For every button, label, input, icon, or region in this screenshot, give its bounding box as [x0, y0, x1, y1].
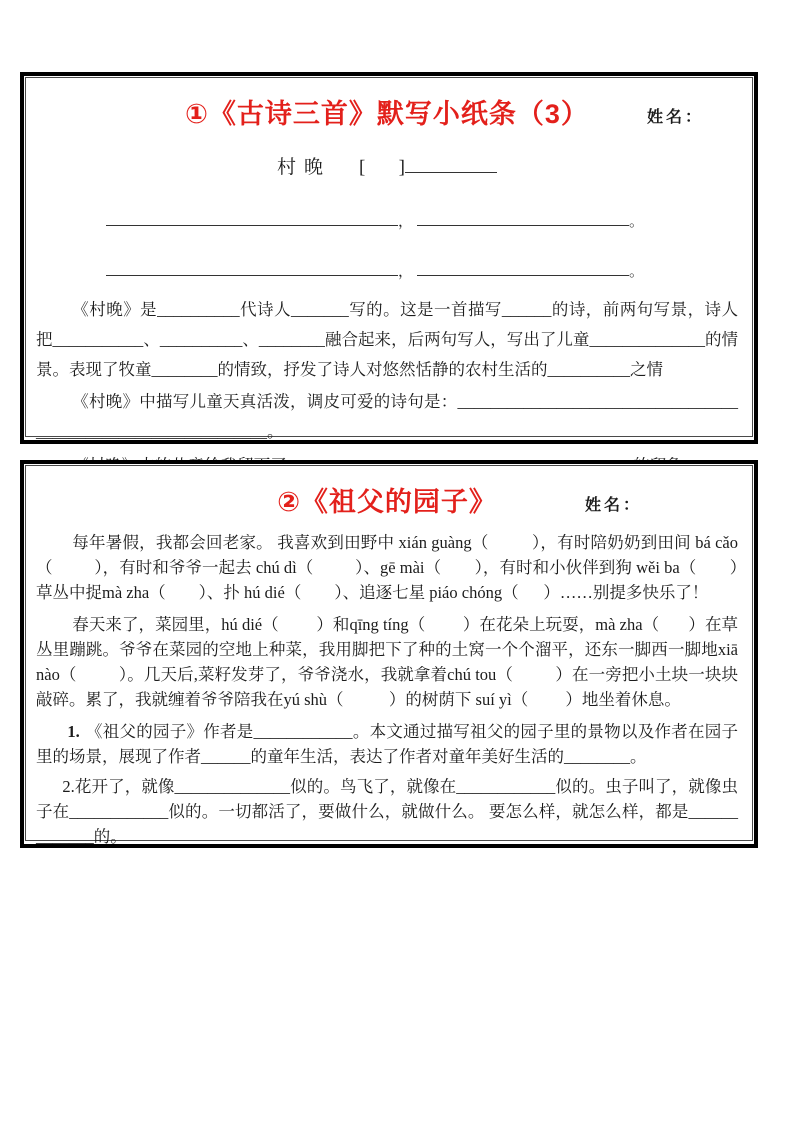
poem-title: 村晚: [277, 157, 332, 178]
section2-inner-frame: [25, 465, 753, 846]
section1-question-poem-lines: 《村晚》中描写儿童天真活泼，调皮可爱的诗句是：______________________________________________________________。: [36, 392, 738, 441]
question-1-text: 《祖父的园子》作者是____________。本文通过描写祖父的园子里的景物以及作者在园子里的场景，展现了作者______的童年生活，表达了作者对童年美好生活的________。: [36, 722, 738, 766]
poem-line1-second-half-blank: [417, 209, 629, 226]
poem-line1-first-half-blank: [106, 209, 398, 226]
section2-pinyin-paragraph-2: 春天来了，菜园里，hú dié（ ）和qīng tíng（ ）在花朵上玩耍，mà zha（ ）在草丛里蹦跳。爷爷在菜园的空地上种菜，我用脚把下了种的土窝一个个溜平，还东一脚西一脚地xiā nào（ ）。几天后,菜籽发芽了，爷爷浇水，我就拿着chú tou（ ）在一旁把小土块一块块敲碎。累了，我就缠着爷爷陪我在yú shù（ ）的树荫下 suí yì（ ）地坐着休息。: [36, 615, 738, 709]
poem-line2-first-half-blank: [106, 259, 398, 276]
section1-fill-in-paragraph: 《村晚》是__________代诗人_______写的。这是一首描写______的诗，前两句写景，诗人把___________、__________、________融合起来，后两句写人，写出了儿童______________的情景。表现了牧童________的情致，抒发了诗人对悠然恬静的农村生活的__________之情: [36, 300, 738, 379]
question-1-number: 1.: [67, 722, 80, 741]
poem-author-blank-line: [405, 156, 497, 173]
poem-line1-period: 。: [629, 214, 645, 230]
section-zufu-de-yuanzi: [20, 460, 758, 848]
poem-blank-line-2: [106, 259, 738, 279]
section1-name-label: 姓名：: [646, 109, 704, 126]
section2-question-1: [36, 719, 738, 769]
section2-header: [36, 484, 738, 522]
section2-title: ②《祖父的园子》: [277, 487, 497, 517]
section-gushi-sanshou: [20, 72, 758, 444]
poem-line2-period: 。: [629, 264, 645, 280]
poem-line1-comma: ，: [398, 214, 414, 230]
section2-pinyin-paragraph-1: 每年暑假，我都会回老家。 我喜欢到田野中 xián guàng（ ），有时陪奶奶到田间 bá cǎo（ ），有时和爷爷一起去 chú dì（ ）、gē mài（ ），有时和小伙伴到狗 wěi ba（ ）草丛中捉mà zha（ ）、扑 hú dié（ ）、追逐七星 piáo chóng（ ）……别提多快乐了！: [36, 533, 738, 602]
poem-line2-comma: ，: [398, 264, 414, 280]
section1-inner-frame: [25, 77, 753, 441]
section1-header: [36, 96, 738, 134]
poem-title-row: [36, 152, 738, 179]
section1-title: ①《古诗三首》默写小纸条（3）: [185, 99, 589, 129]
poem-blank-line-1: [106, 209, 738, 229]
section2-name-label: 姓名：: [584, 497, 642, 514]
poem-author-bracket: [ ]: [359, 157, 405, 178]
poem-line2-second-half-blank: [417, 259, 629, 276]
section2-question-2: 2.花开了，就像______________似的。鸟飞了，就像在____________似的。虫子叫了，就像虫子在____________似的。一切都活了，要做什么，就做什么。 要怎么样，就怎么样，都是_____________的。: [36, 777, 738, 846]
